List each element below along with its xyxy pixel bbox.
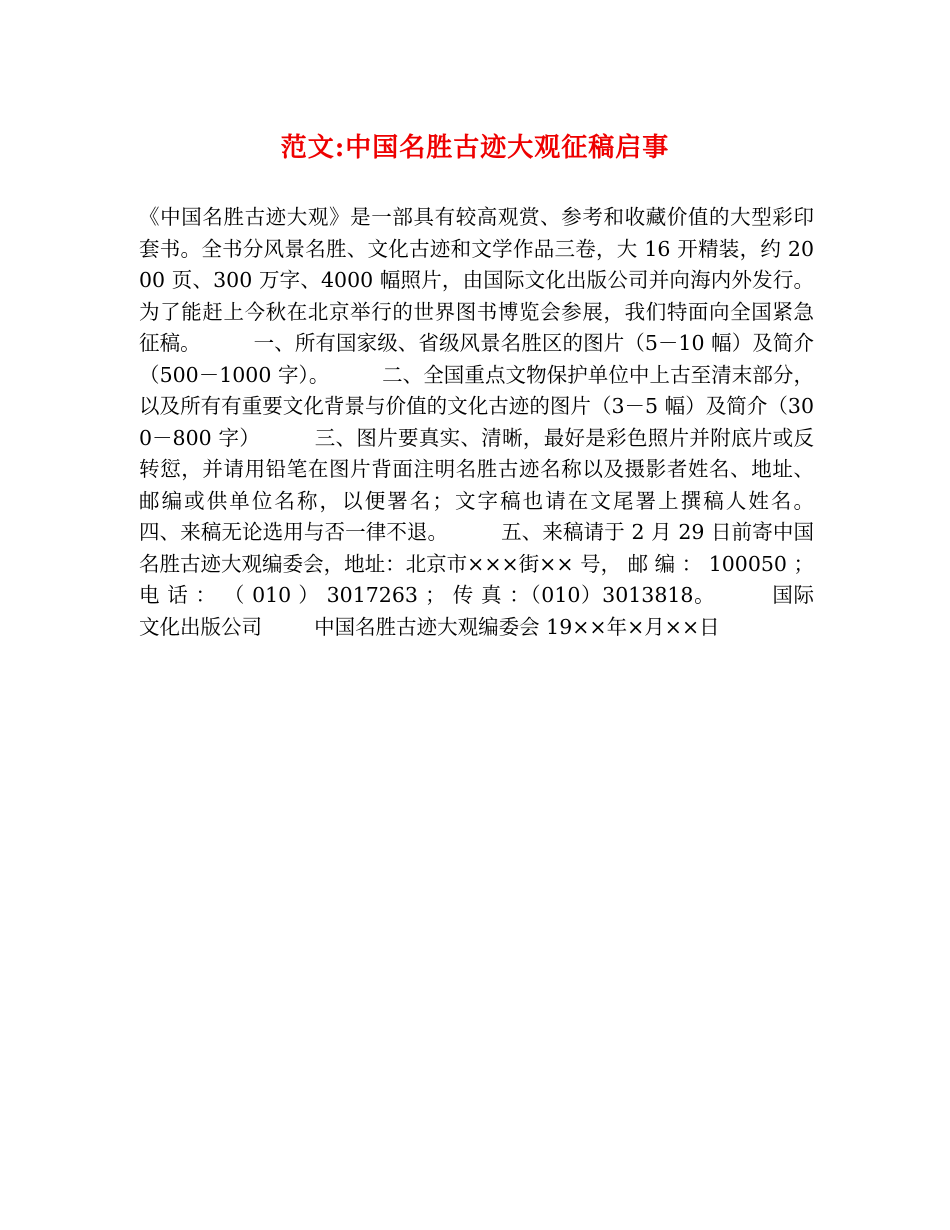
document-body: 《中国名胜古迹大观》是一部具有较高观赏、参考和收藏价值的大型彩印套书。全书分风景名胜、文化古迹和文学作品三卷，大 16 开精装，约 2000 页、300 万字、4000 幅照片，由国际文化出版公司并向海内外发行。为了能赶上今秋在北京举行的世界图书博览会参展，我们特面向全国紧急征稿。 一、所有国家级、省级风景名胜区的图片（5－10 幅）及简介（500－1000 字）。 二、全国重点文物保护单位中上古至清末部分，以及所有有重要文化背景与价值的文化古迹的图片（3－5 幅）及简介（300－800 字） 三、图片要真实、清晰，最好是彩色照片并附底片或反转愆，并请用铅笔在图片背面注明名胜古迹名称以及摄影者姓名、地址、邮编或供单位名称，以便署名；文字稿也请在文尾署上撰稿人姓名。 四、来稿无论选用与否一律不退。 五、来稿请于 2 月 29 日前寄中国名胜古迹大观编委会，地址：北京市×××街×× 号， 邮 编 ： 100050 ； 电 话 ： （ 010 ） 3017263 ； 传 真 ：（010）3013818。 国际文化出版公司 中国名胜古迹大观编委会 19××年×月××日 <box>139 205 867 639</box>
document-title: 范文:中国名胜古迹大观征稿启事 <box>280 133 670 163</box>
